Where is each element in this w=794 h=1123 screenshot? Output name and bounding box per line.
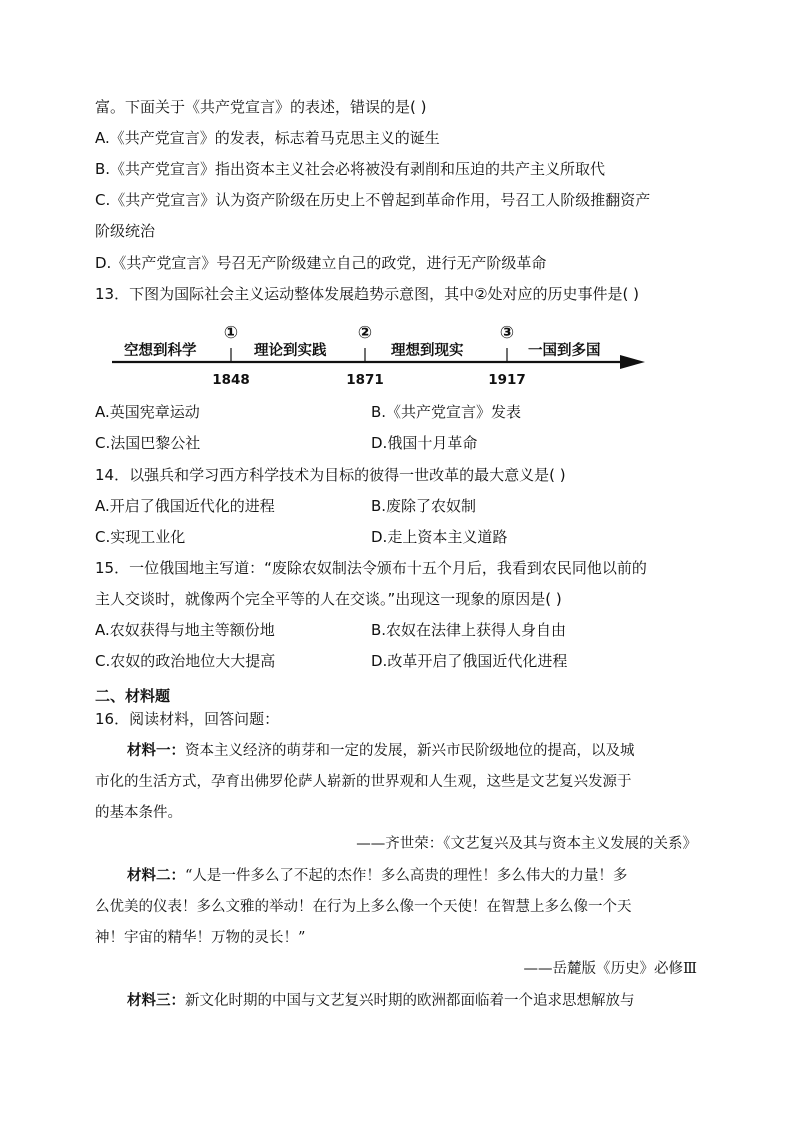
material2-source: ——岳麓版《历史》必修Ⅲ [523,961,697,977]
material2-text1: “人是一件多么了不起的杰作！多么高贵的理性！多么伟大的力量！多 [185,868,628,884]
q12-stem: 富。下面关于《共产党宣言》的表述，错误的是( ) [95,98,427,116]
q13-option-c: C.法国巴黎公社 [95,434,201,452]
q13-option-a: A.英国宪章运动 [95,403,200,421]
q15-option-c: C.农奴的政治地位大大提高 [95,652,276,670]
material2-line3: 神！宇宙的精华！万物的灵长！” [95,930,306,946]
timeline-stage-3: 理想到现实 [391,343,464,359]
q12-option-c-line2: 阶级统治 [95,222,156,240]
q15-stem-line1: 15．一位俄国地主写道：“废除农奴制法令颁布十五个月后，我看到农民同他以前的 [95,559,647,577]
material1-line2: 市化的生活方式，孕育出佛罗伦萨人崭新的世界观和人生观，这些是文艺复兴发源于 [95,774,632,790]
q14-option-a: A.开启了俄国近代化的进程 [95,497,275,515]
q12-option-a: A.《共产党宣言》的发表，标志着马克思主义的诞生 [95,129,440,147]
q13-option-d: D.俄国十月革命 [371,434,478,452]
q13-stem: 13．下图为国际社会主义运动整体发展趋势示意图，其中②处对应的历史事件是( ) [95,285,640,303]
q14-stem: 14．以强兵和学习西方科学技术为目标的彼得一世改革的最大意义是( ) [95,466,566,484]
timeline-year-1: 1848 [212,372,250,388]
material1-line1 [127,741,635,761]
q16-stem: 16．阅读材料，回答问题： [95,710,280,728]
q14-option-d: D.走上资本主义道路 [371,528,508,546]
q12-option-c-line1: C.《共产党宣言》认为资产阶级在历史上不曾起到革命作用，号召工人阶级推翻资产 [95,191,651,209]
material1-text1: 资本主义经济的萌芽和一定的发展，新兴市民阶级地位的提高，以及城 [185,743,635,759]
q14-option-b: B.废除了农奴制 [371,497,477,515]
q12-option-d: D.《共产党宣言》号召无产阶级建立自己的政党，进行无产阶级革命 [95,254,547,272]
q15-option-d: D.改革开启了俄国近代化进程 [371,652,568,670]
material3-label: 材料三： [127,992,185,1009]
material1-source: ——齐世荣：《文艺复兴及其与资本主义发展的关系》 [356,836,697,852]
q12-option-b: B.《共产党宣言》指出资本主义社会必将被没有剥削和压迫的共产主义所取代 [95,160,606,178]
timeline-marker-1: ① [223,323,239,343]
material2-line2: 么优美的仪表！多么文雅的举动！在行为上多么像一个天使！在智慧上多么像一个天 [95,899,632,915]
timeline-stage-1: 空想到科学 [124,343,197,359]
material2-label: 材料二： [127,867,185,884]
timeline-stage-4: 一国到多国 [528,343,601,359]
section-heading: 二、材料题 [95,687,171,705]
timeline-arrowhead [620,355,645,369]
q15-stem-line2: 主人交谈时，就像两个完全平等的人在交谈。”出现这一现象的原因是( ) [95,590,562,608]
material1-line3: 的基本条件。 [95,805,182,821]
timeline-diagram [110,318,655,390]
material1-label: 材料一： [127,742,185,759]
material2-line1 [127,866,627,886]
timeline-marker-3: ③ [499,323,515,343]
q13-option-b: B.《共产党宣言》发表 [371,403,522,421]
timeline-year-3: 1917 [488,372,526,388]
q14-option-c: C.实现工业化 [95,528,186,546]
timeline-stage-2: 理论到实践 [254,343,327,359]
timeline-marker-2: ② [357,323,373,343]
timeline-year-2: 1871 [346,372,384,388]
material3-text1: 新文化时期的中国与文艺复兴时期的欧洲都面临着一个追求思想解放与 [185,993,635,1009]
q15-option-a: A.农奴获得与地主等额份地 [95,621,275,639]
q15-option-b: B.农奴在法律上获得人身自由 [371,621,567,639]
material3-line1 [127,991,635,1011]
